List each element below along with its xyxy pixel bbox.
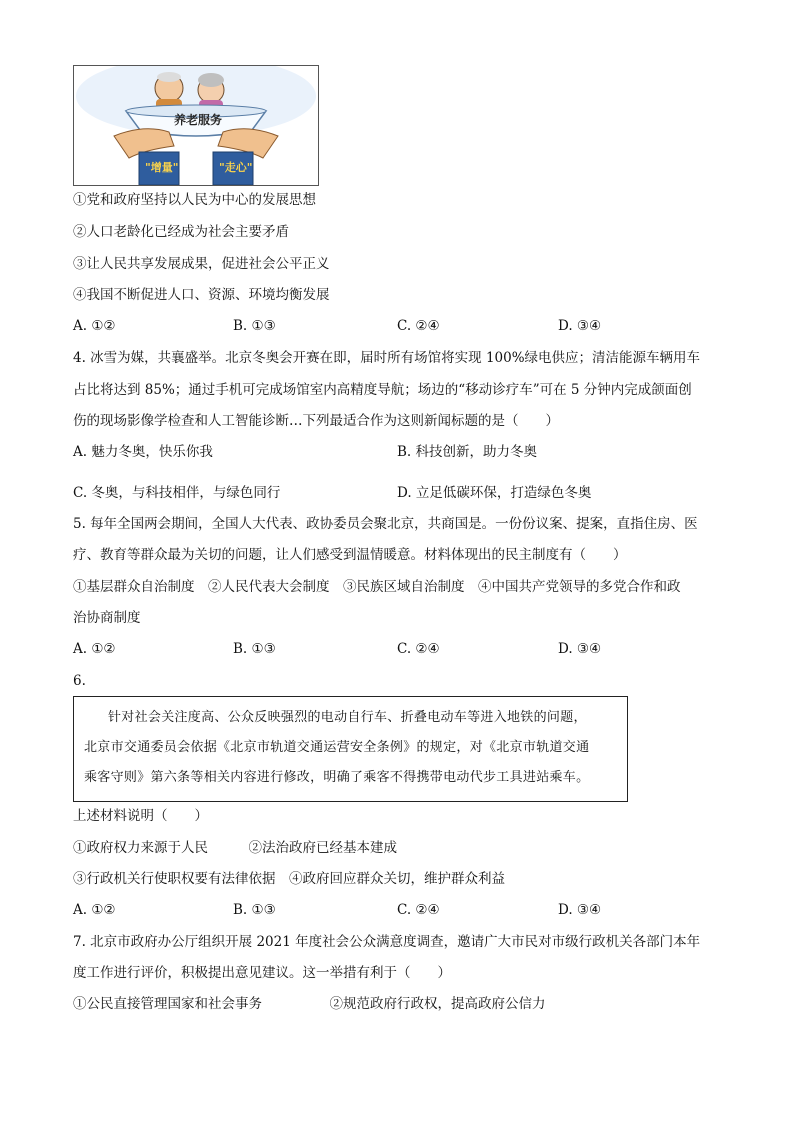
q6-option-d[interactable]: D. ③④ [558,902,602,918]
q4-option-d[interactable]: D. 立足低碳环保，打造绿色冬奥 [397,485,592,501]
q4-stem-line-1: 4. 冰雪为媒，共襄盛举。北京冬奥会开赛在即，届时所有场馆将实现 100%绿电供应；清洁能源车辆用车 [73,350,701,366]
q7-stem-line-1: 7. 北京市政府办公厅组织开展 2021 年度社会公众满意度调查，邀请广大市民对市级行政机关各部门本年 [73,934,701,950]
q5-stem-line-1: 5. 每年全国两会期间，全国人大代表、政协委员会聚北京，共商国是。一份份议案、提案，直指住房、医 [73,516,698,532]
q5-items-line-2: 治协商制度 [73,610,141,626]
right-cuff-label: "走心" [219,161,253,174]
q6-option-a[interactable]: A. ①② [73,902,116,918]
q6-stem: 上述材料说明（ ） [73,808,208,824]
q3-option-a[interactable]: A. ①② [73,318,116,334]
q6-option-c[interactable]: C. ②④ [397,902,440,918]
q6-box-line-3: 乘客守则》第六条等相关内容进行修改，明确了乘客不得携带电动代步工具进站乘车。 [84,770,590,785]
q5-option-d[interactable]: D. ③④ [558,641,602,657]
q4-stem-line-2: 占比将达到 85%；通过手机可完成场馆室内高精度导航；场边的“移动诊疗车”可在 5 分钟内完成颌面创 [73,382,692,398]
q5-items-line-1: ①基层群众自治制度 ②人民代表大会制度 ③民族区域自治制度 ④中国共产党领导的多党合作和政 [73,579,681,595]
left-cuff-label: "增量" [145,161,179,174]
q6-box-line-2: 北京市交通委员会依据《北京市轨道交通运营安全条例》的规定，对《北京市轨道交通 [84,740,590,755]
q6-option-b[interactable]: B. ①③ [233,902,276,918]
q5-stem-line-2: 疗、教育等群众最为关切的问题，让人们感受到温情暖意。材料体现出的民主制度有（ ） [73,547,627,563]
q3-item-1: ①党和政府坚持以人民为中心的发展思想 [73,192,316,208]
q3-item-2: ②人口老龄化已经成为社会主要矛盾 [73,224,289,240]
q4-option-a[interactable]: A. 魅力冬奥，快乐你我 [73,444,213,460]
q7-items-line: ①公民直接管理国家和社会事务 ②规范政府行政权，提高政府公信力 [73,996,546,1012]
q3-option-c[interactable]: C. ②④ [397,318,440,334]
q4-stem-line-3: 伤的现场影像学检查和人工智能诊断…下列最适合作为这则新闻标题的是（ ） [73,413,559,429]
q7-stem-line-2: 度工作进行评价，积极提出意见建议。这一举措有利于（ ） [73,965,451,981]
q3-option-b[interactable]: B. ①③ [233,318,276,334]
q3-item-4: ④我国不断促进人口、资源、环境均衡发展 [73,287,330,303]
q6-items-line-2: ③行政机关行使职权要有法律依据 ④政府回应群众关切，维护群众利益 [73,871,505,887]
q3-item-3: ③让人民共享发展成果，促进社会公平正义 [73,256,330,272]
q4-option-c[interactable]: C. 冬奥，与科技相伴，与绿色同行 [73,485,281,501]
elderly-care-cartoon [73,65,319,186]
q4-option-b[interactable]: B. 科技创新，助力冬奥 [397,444,538,460]
q6-box-line-1: 针对社会关注度高、公众反映强烈的电动自行车、折叠电动车等进入地铁的问题， [108,710,587,725]
q3-option-d[interactable]: D. ③④ [558,318,602,334]
bowl-label: 养老服务 [174,113,223,127]
q6-items-line-1: ①政府权力来源于人民 ②法治政府已经基本建成 [73,840,397,856]
q5-option-b[interactable]: B. ①③ [233,641,276,657]
q6-number: 6. [73,673,86,689]
q5-option-c[interactable]: C. ②④ [397,641,440,657]
q6-material-box [73,696,628,802]
q5-option-a[interactable]: A. ①② [73,641,116,657]
